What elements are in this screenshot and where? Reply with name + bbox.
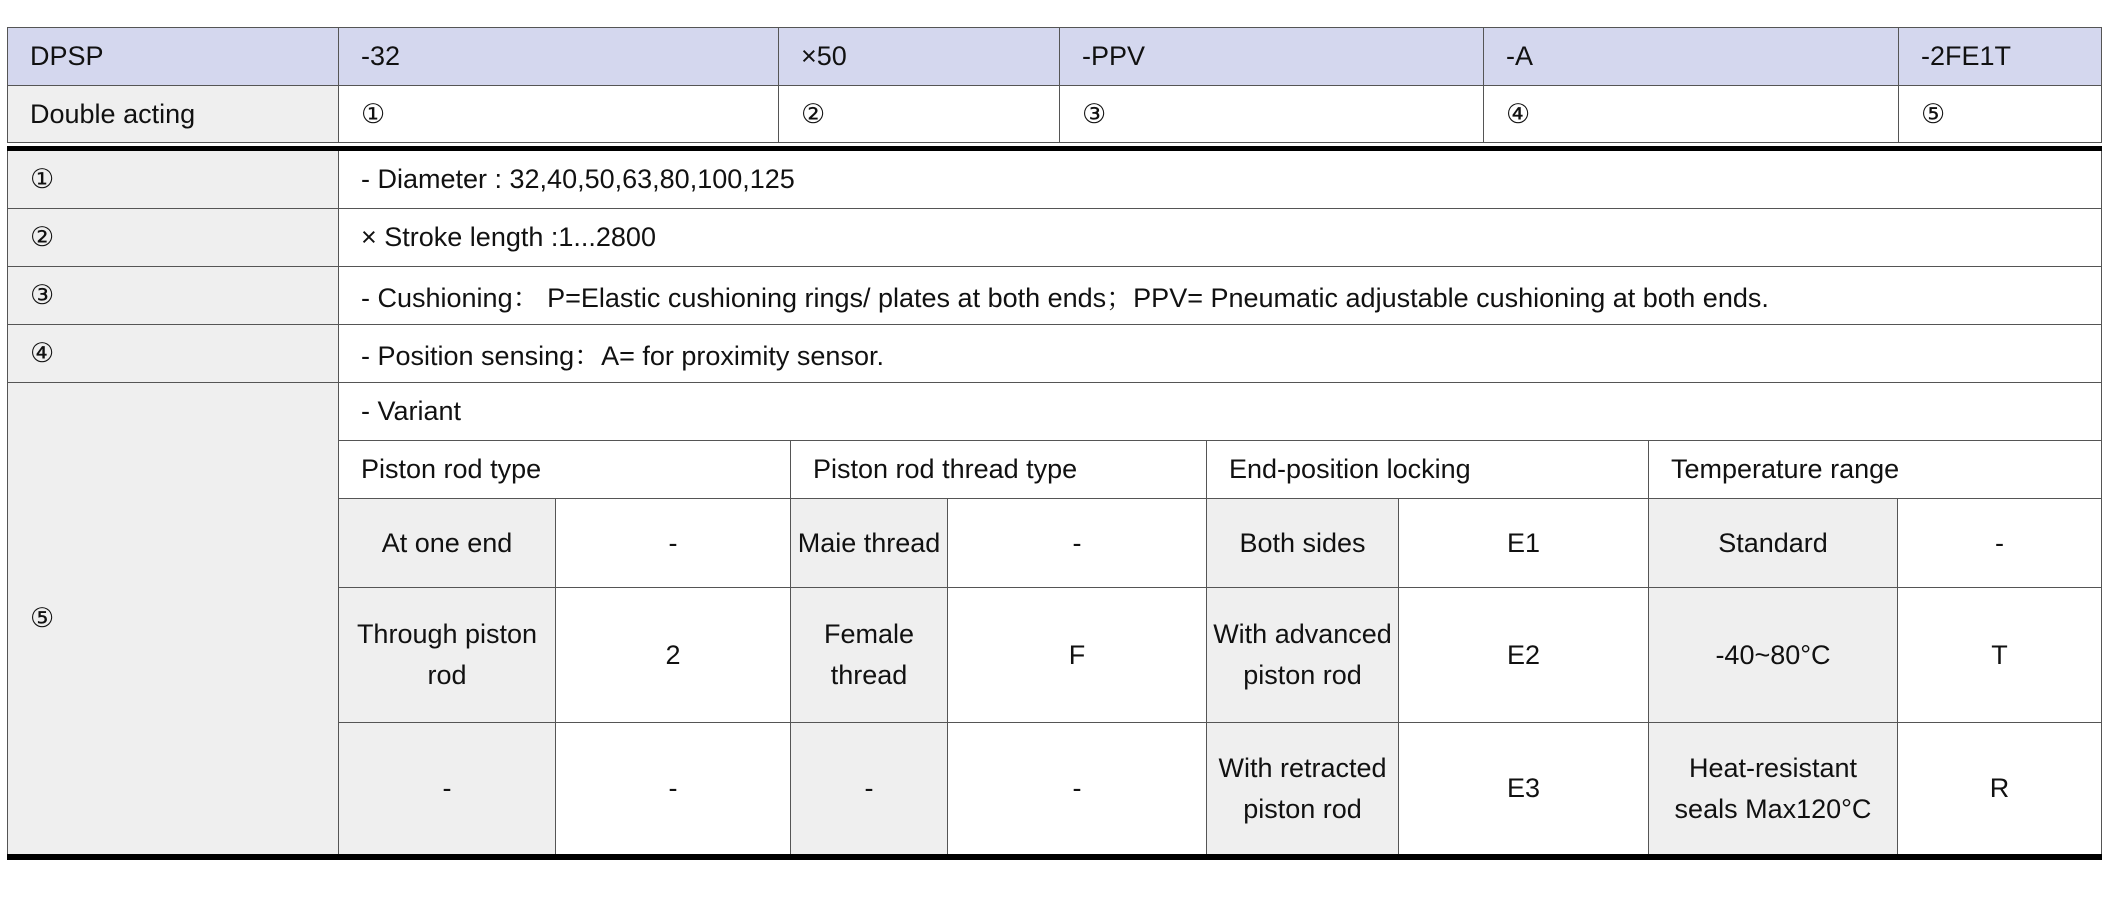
code-row	[8, 28, 2102, 86]
details-table	[7, 146, 2102, 860]
order-code-table	[7, 27, 2102, 143]
variant-code: T	[1898, 588, 2102, 723]
variant-option: With retracted piston rod	[1207, 723, 1399, 858]
variant-code: -	[556, 723, 791, 858]
variant-option: Both sides	[1207, 499, 1399, 588]
detail-row	[8, 149, 2102, 209]
variant-code: -	[556, 499, 791, 588]
variant-option: Female thread	[791, 588, 948, 723]
variant-code: 2	[556, 588, 791, 723]
legend-cell: ③	[1060, 86, 1484, 143]
code-cell: DPSP	[8, 28, 339, 86]
detail-text: - Diameter : 32,40,50,63,80,100,125	[339, 149, 2102, 209]
detail-marker: ②	[8, 209, 339, 267]
variant-code: -	[948, 723, 1207, 858]
legend-cell: ④	[1484, 86, 1899, 143]
variant-code: E2	[1399, 588, 1649, 723]
variant-title-row	[8, 383, 2102, 441]
variant-option: Heat-resistant seals Max120°C	[1649, 723, 1898, 858]
variant-code: R	[1898, 723, 2102, 858]
code-cell: -A	[1484, 28, 1899, 86]
variant-header: End-position locking	[1207, 441, 1649, 499]
variant-option: -	[791, 723, 948, 858]
detail-row	[8, 209, 2102, 267]
variant-header: Piston rod thread type	[791, 441, 1207, 499]
legend-cell: Double acting	[8, 86, 339, 143]
variant-title: - Variant	[339, 383, 2102, 441]
variant-marker: ⑤	[8, 383, 339, 858]
variant-code: E3	[1399, 723, 1649, 858]
variant-header: Piston rod type	[339, 441, 791, 499]
detail-row	[8, 325, 2102, 383]
detail-marker: ①	[8, 149, 339, 209]
code-cell: -2FE1T	[1899, 28, 2102, 86]
variant-code: E1	[1399, 499, 1649, 588]
variant-code: -	[948, 499, 1207, 588]
variant-code: -	[1898, 499, 2102, 588]
variant-option: Maie thread	[791, 499, 948, 588]
detail-marker: ④	[8, 325, 339, 383]
legend-cell: ②	[779, 86, 1060, 143]
variant-option: Standard	[1649, 499, 1898, 588]
variant-code: F	[948, 588, 1207, 723]
detail-marker: ③	[8, 267, 339, 325]
legend-row	[8, 86, 2102, 143]
variant-option: Through piston rod	[339, 588, 556, 723]
code-cell: -32	[339, 28, 779, 86]
legend-cell: ①	[339, 86, 779, 143]
detail-row	[8, 267, 2102, 325]
variant-option: With advanced piston rod	[1207, 588, 1399, 723]
code-cell: ×50	[779, 28, 1060, 86]
variant-option: -40~80°C	[1649, 588, 1898, 723]
variant-option: At one end	[339, 499, 556, 588]
variant-option: -	[339, 723, 556, 858]
detail-text: × Stroke length :1...2800	[339, 209, 2102, 267]
variant-header: Temperature range	[1649, 441, 2102, 499]
legend-cell: ⑤	[1899, 86, 2102, 143]
detail-text: - Position sensing：A= for proximity sensor.	[339, 325, 2102, 383]
code-cell: -PPV	[1060, 28, 1484, 86]
detail-text: - Cushioning： P=Elastic cushioning rings/ plates at both ends；PPV= Pneumatic adjustable cushioning at both ends.	[339, 267, 2102, 325]
